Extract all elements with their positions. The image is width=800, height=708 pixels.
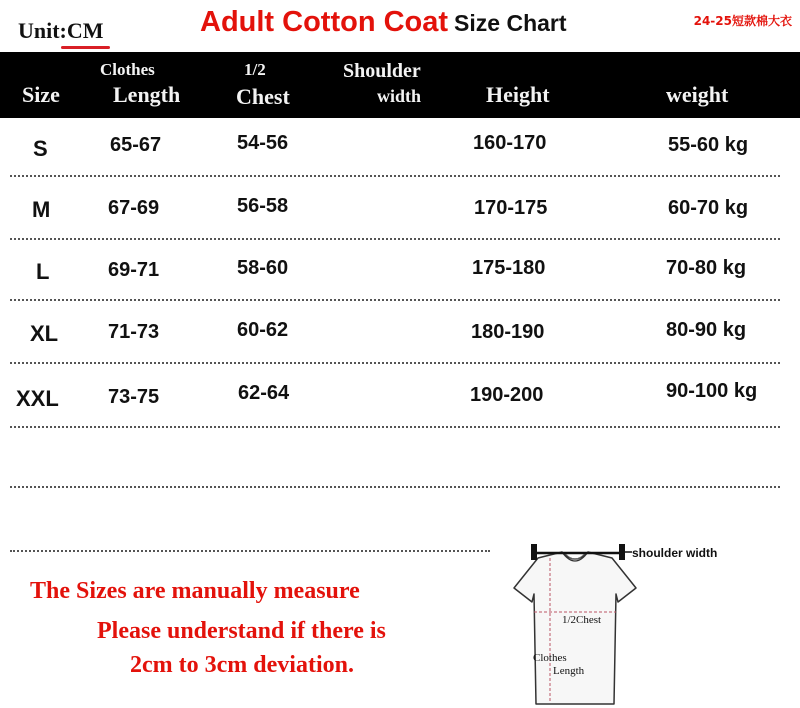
row-divider <box>10 362 780 364</box>
row-divider <box>10 550 490 552</box>
row-divider <box>10 426 780 428</box>
row-weight: 80-90 kg <box>666 319 747 341</box>
length-label-bottom: Length <box>553 665 585 677</box>
row-height: 170-175 <box>474 197 548 219</box>
row-size: XL <box>30 321 59 346</box>
col-shoulder-bottom: width <box>377 86 422 106</box>
row-height: 175-180 <box>472 257 546 279</box>
row-length: 71-73 <box>108 321 160 343</box>
table-row <box>0 130 800 192</box>
product-code: 24-25短款棉大衣 <box>693 14 792 28</box>
row-divider <box>10 486 780 488</box>
table-row <box>0 193 800 255</box>
row-divider <box>10 238 780 240</box>
col-chest-bottom: Chest <box>236 84 290 109</box>
row-size: L <box>36 259 50 284</box>
measurement-diagram <box>490 540 800 708</box>
table-row <box>0 255 800 317</box>
shoulder-width-label: shoulder width <box>632 546 718 560</box>
row-chest: 58-60 <box>237 257 289 279</box>
table-row <box>0 317 800 379</box>
row-chest: 54-56 <box>237 132 289 154</box>
title-main: Adult Cotton Coat <box>200 6 449 38</box>
table-row <box>0 380 800 442</box>
row-length: 69-71 <box>108 259 160 281</box>
row-weight: 55-60 kg <box>668 134 749 156</box>
title-sub: Size Chart <box>454 10 567 36</box>
row-weight: 60-70 kg <box>668 197 749 219</box>
note-line-3: 2cm to 3cm deviation. <box>130 652 354 678</box>
unit-label <box>18 18 104 44</box>
note-line-1: The Sizes are manually measure <box>30 578 360 604</box>
row-length: 67-69 <box>108 197 160 219</box>
col-chest-top: 1/2 <box>244 60 266 79</box>
page-title <box>200 6 567 39</box>
row-weight: 90-100 kg <box>666 380 758 402</box>
row-divider <box>10 175 780 177</box>
row-height: 190-200 <box>470 384 544 406</box>
row-length: 73-75 <box>108 386 160 408</box>
col-height: Height <box>486 82 550 107</box>
row-size: XXL <box>16 386 59 411</box>
row-height: 160-170 <box>473 132 547 154</box>
row-length: 65-67 <box>110 134 162 156</box>
chest-label: 1/2Chest <box>562 614 602 626</box>
row-height: 180-190 <box>471 321 545 343</box>
row-chest: 56-58 <box>237 195 289 217</box>
row-chest: 60-62 <box>237 319 289 341</box>
col-shoulder-top: Shoulder <box>343 60 421 82</box>
col-length-bottom: Length <box>113 82 181 107</box>
length-label-top: Clothes <box>533 652 567 664</box>
note-line-2: Please understand if there is <box>97 618 386 644</box>
table-header <box>0 52 800 118</box>
row-chest: 62-64 <box>238 382 290 404</box>
unit-prefix: Unit: <box>18 18 67 43</box>
row-divider <box>10 299 780 301</box>
row-weight: 70-80 kg <box>666 257 747 279</box>
col-weight: weight <box>666 82 729 107</box>
col-size: Size <box>22 82 60 107</box>
unit-value: CM <box>66 18 104 43</box>
row-size: S <box>33 136 48 161</box>
row-size: M <box>32 197 51 222</box>
col-length-top: Clothes <box>100 60 155 79</box>
tshirt-icon <box>490 540 800 708</box>
